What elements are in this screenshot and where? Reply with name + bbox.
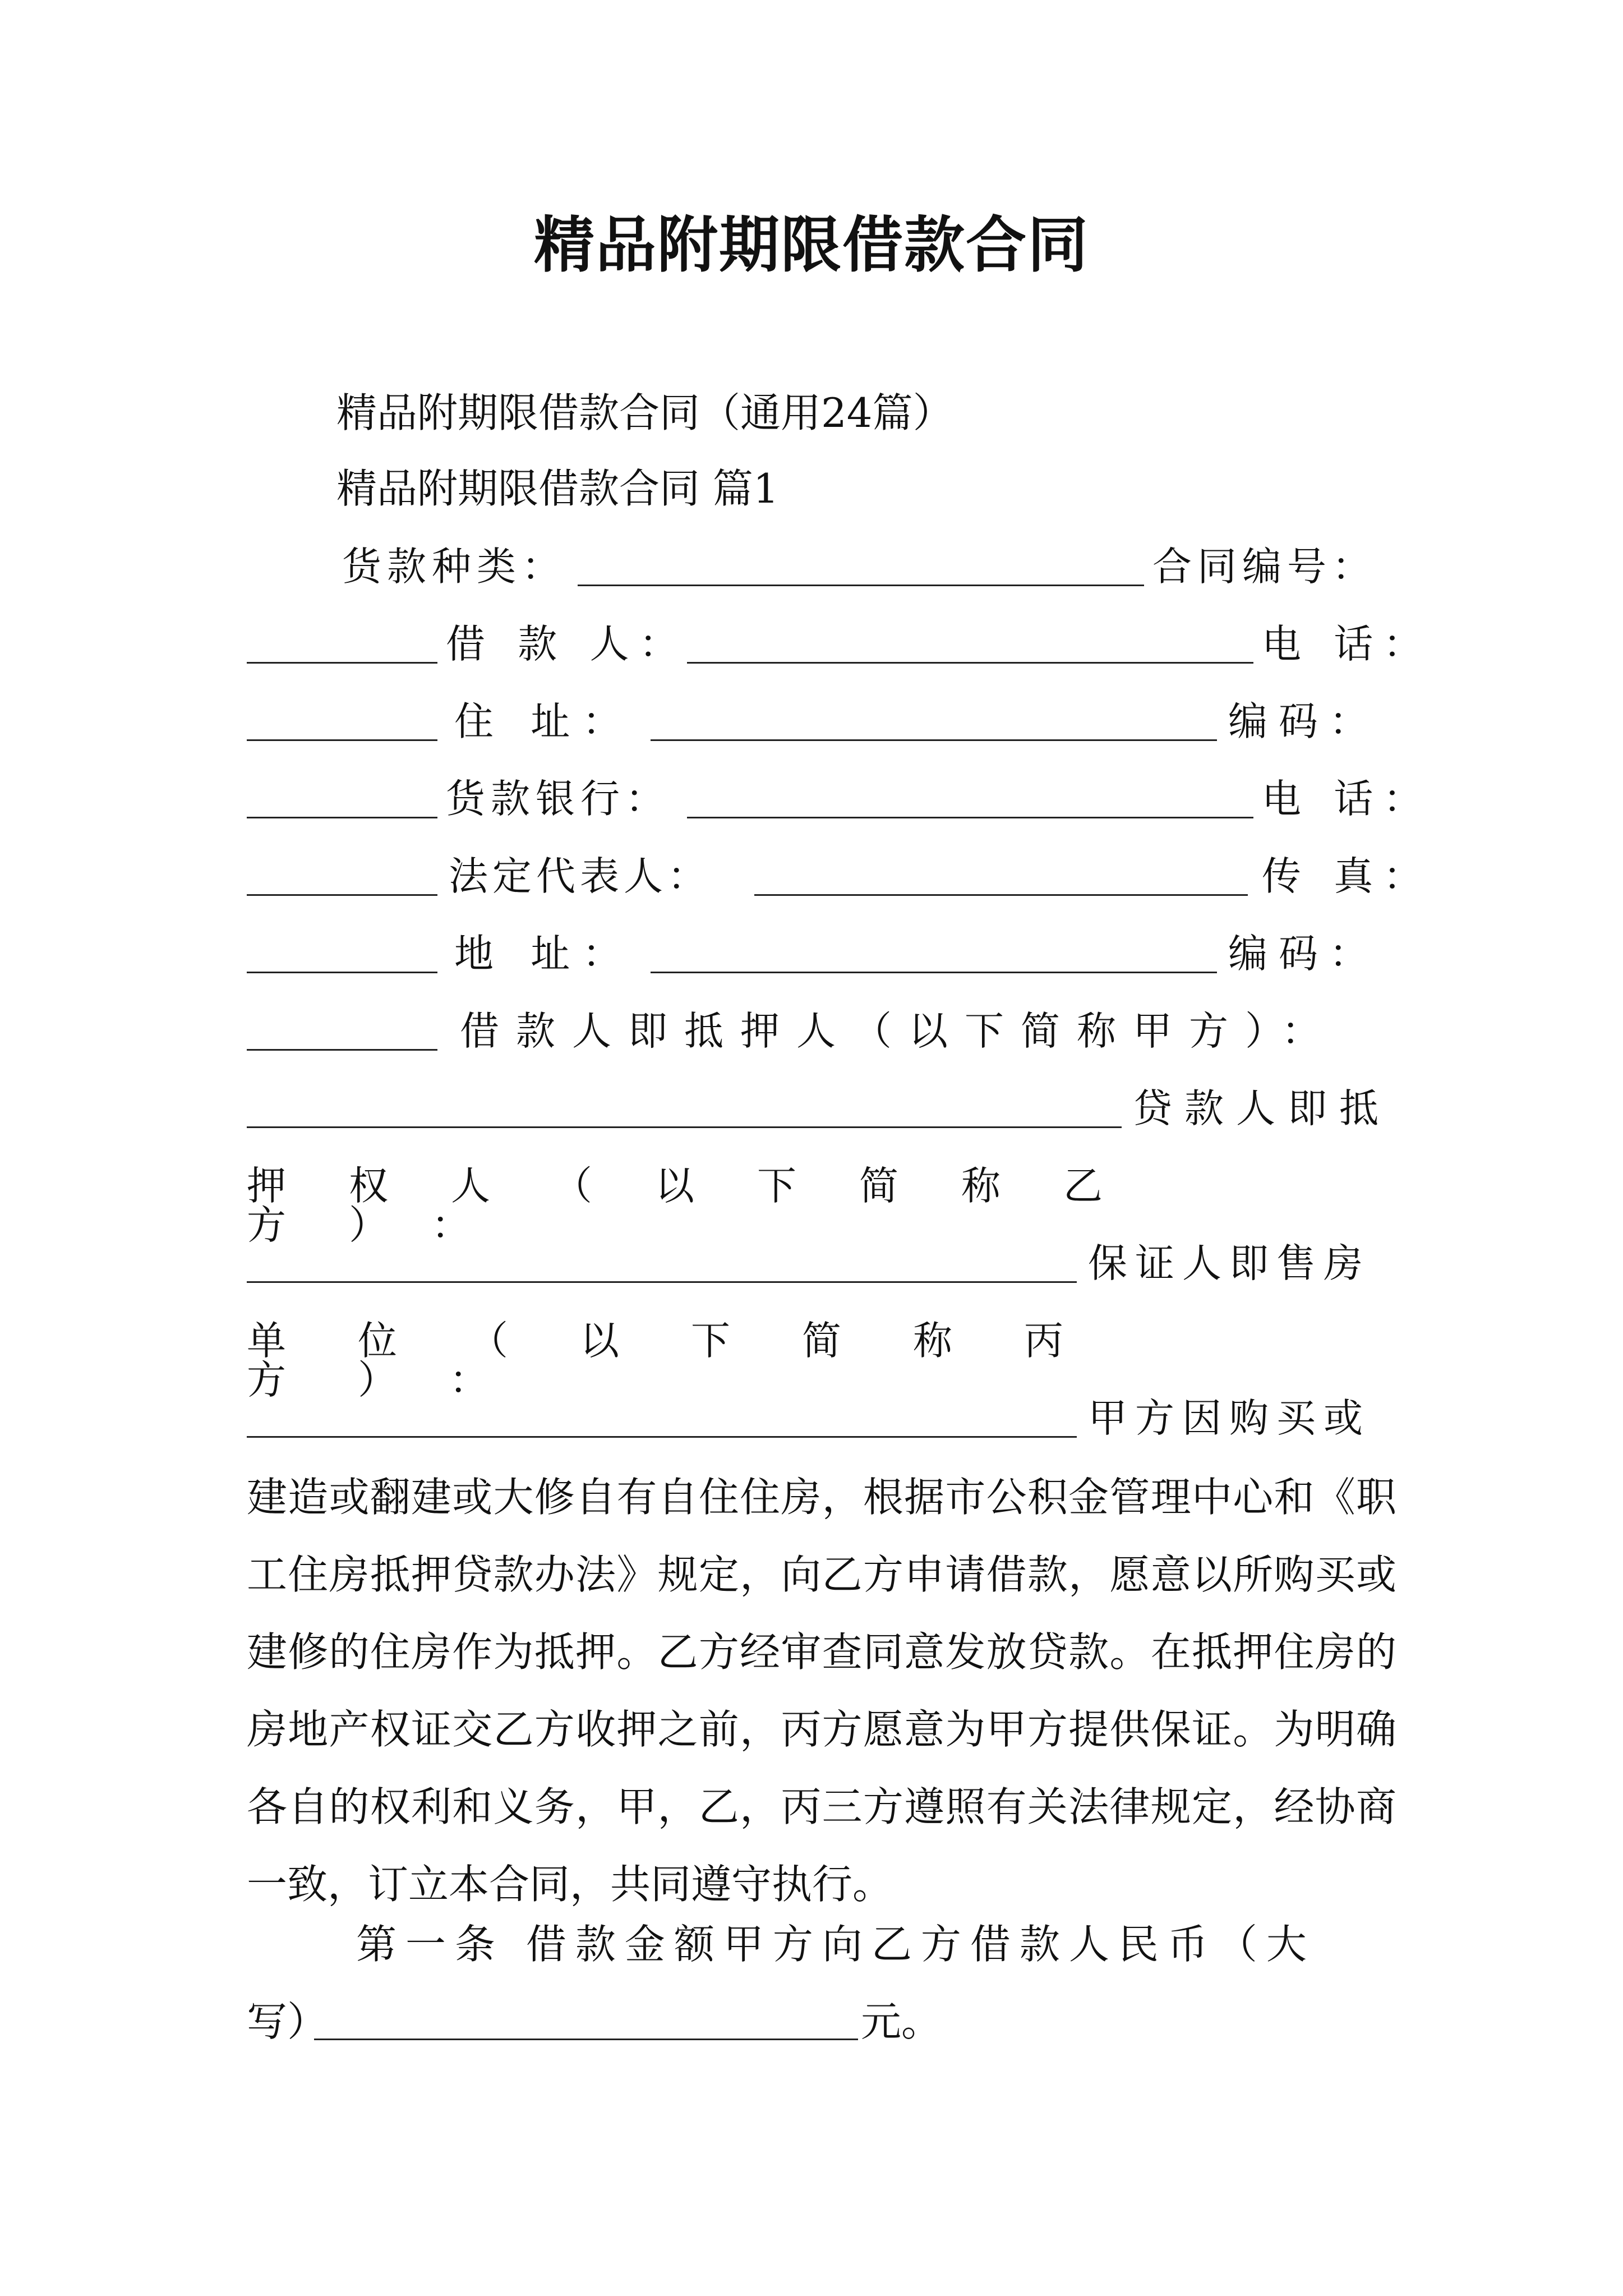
phone-blank-1: [247, 739, 437, 741]
postcode-blank-1: [247, 817, 437, 818]
address-label-2: 地 址：: [454, 931, 634, 977]
address-blank-2: [651, 972, 1217, 973]
borrower-label: 借 款 人：: [446, 621, 689, 667]
party-c-label-b-text: 单位（以下简称丙方）：: [247, 1318, 1135, 1403]
postcode-label-2: 编码：: [1228, 931, 1380, 977]
contract-no-label: 合同编号：: [1152, 544, 1377, 590]
document-subtitle: 精品附期限借款合同（通用24篇）: [336, 389, 953, 436]
legal-rep-blank: [754, 894, 1248, 896]
article-1-cont-a: 写）: [247, 1998, 328, 2045]
party-b-label-b: [247, 1163, 1396, 1248]
contract-no-blank: [247, 662, 437, 664]
party-b-blank: [247, 1281, 1077, 1283]
document-title: 精品附期限借款合同: [533, 210, 1089, 280]
phone-blank-2: [247, 894, 437, 896]
fax-label: 传 真：: [1262, 853, 1433, 899]
phone-label-2: 电 话：: [1262, 776, 1433, 822]
postcode-label-1: 编码：: [1228, 698, 1380, 744]
bank-blank: [687, 817, 1253, 818]
article-1-cont-b: 元。: [861, 1998, 942, 2045]
intro-start: 甲方因购买或: [1088, 1395, 1371, 1441]
party-c-label-b: [247, 1318, 1396, 1403]
body-paragraph-1: 建造或翻建或大修自有自住住房，根据市公积金管理中心和《职工住房抵押贷款办法》规定，向乙方申请借款，愿意以所购买或建修的住房作为抵押。乙方经审查同意发放贷款。在抵押住房的房地产权证交乙方收押之前，丙方愿意为甲方提供保证。为明确各自的权利和义务，甲，乙，丙三方遵照有关法律规定，经协商一致，订立本合同，共同遵守执行。: [247, 1474, 1396, 1908]
section-heading: 精品附期限借款合同 篇1: [336, 465, 779, 512]
borrower-blank: [687, 662, 1253, 664]
loan-type-label: 货款种类：: [342, 544, 566, 590]
bank-label: 货款银行：: [446, 776, 670, 822]
fax-blank: [247, 972, 437, 973]
postcode-blank-2: [247, 1049, 437, 1051]
party-a-label: 借款人即抵押人（以下简称甲方）：: [460, 1008, 1338, 1054]
loan-amount-blank: [314, 2039, 858, 2040]
address-blank-1: [651, 739, 1217, 741]
party-c-blank: [247, 1436, 1077, 1438]
party-a-blank: [247, 1126, 1122, 1128]
legal-rep-label: 法定代表人：: [449, 853, 711, 899]
loan-type-blank: [578, 585, 1144, 586]
article-1: 第一条 借款金额甲方向乙方借款人民币（大: [356, 1921, 1316, 1968]
phone-label-1: 电 话：: [1262, 621, 1433, 667]
party-b-label-b-text: 押权人（以下简称乙方）：: [247, 1163, 1165, 1248]
address-label-1: 住 址：: [454, 698, 634, 744]
party-c-label-a: 保证人即售房: [1088, 1240, 1371, 1286]
party-b-label-a: 贷款人即抵: [1133, 1085, 1391, 1131]
